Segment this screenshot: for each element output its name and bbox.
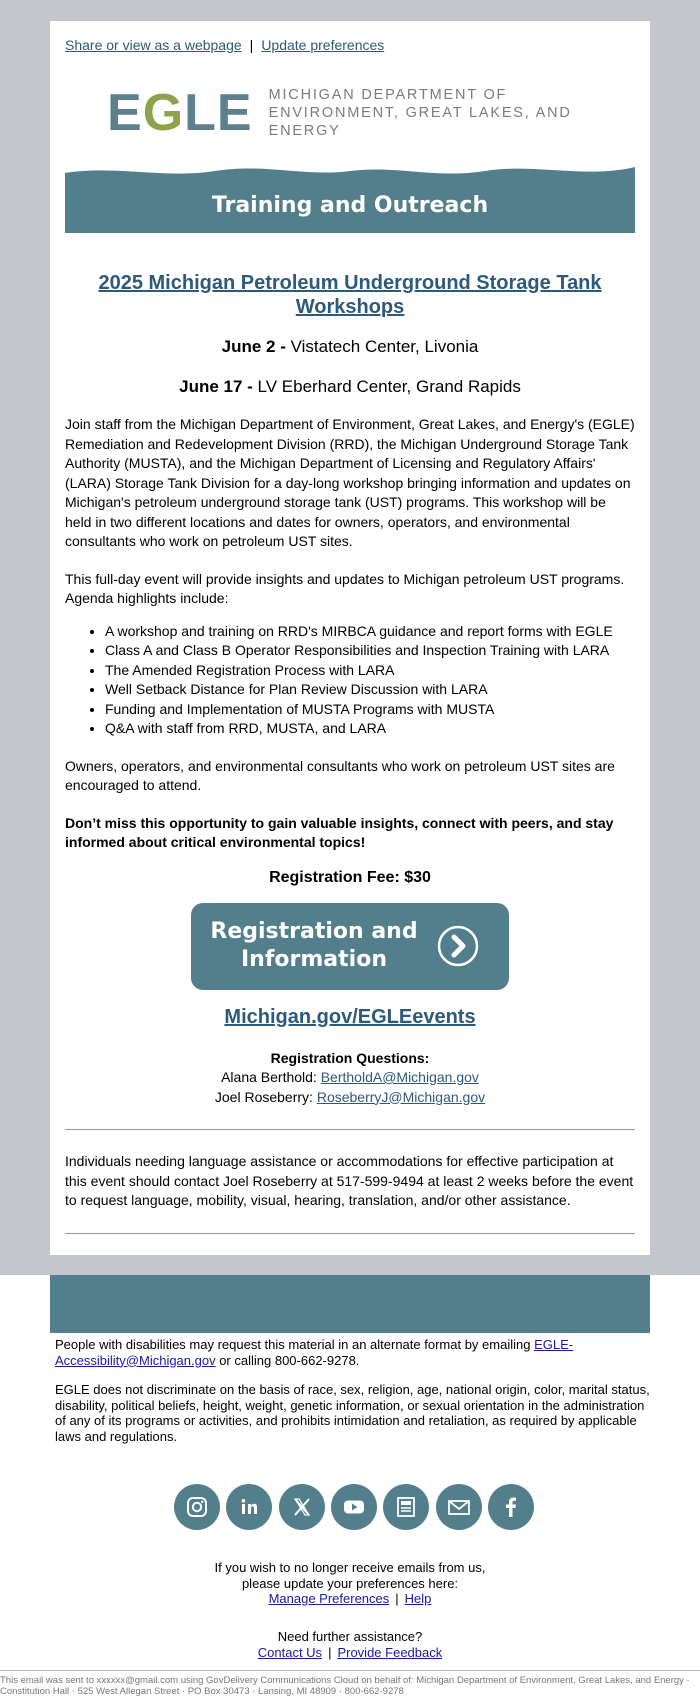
contact-us-link[interactable]: Contact Us <box>257 1644 323 1660</box>
manage-preferences-link[interactable]: Manage Preferences <box>268 1591 390 1606</box>
egle-logo <box>107 83 635 143</box>
banner-title: Training and Outreach <box>211 193 489 218</box>
registration-questions <box>65 1049 635 1108</box>
email-card <box>50 21 650 1255</box>
events-site-link-wrap <box>65 1006 635 1029</box>
contact-2-email-link[interactable]: RoseberryJ@Michigan.gov <box>316 1088 486 1105</box>
list-item: • Class A and Class B Operator Responsibilities and Inspection Training with LARA <box>105 641 635 661</box>
training-banner <box>65 163 635 233</box>
divider <box>65 1129 635 1130</box>
date-line-2: June 17 - LV Eberhard Center, Grand Rapids <box>179 377 521 396</box>
registration-button-label: Registration and Information <box>210 919 418 972</box>
questions-heading: Registration Questions: <box>270 1049 430 1066</box>
unsubscribe-block: If you wish to no longer receive emails from us, please update your preferences here: Manage Preferences | Help <box>214 1560 486 1606</box>
contact-1: Alana Berthold: BertholdA@Michigan.gov <box>221 1069 479 1085</box>
link-separator: | <box>249 37 254 53</box>
date-line-1: June 2 - Vistatech Center, Livonia <box>221 337 479 356</box>
email-icon[interactable] <box>436 1484 482 1530</box>
legal-notice <box>55 1337 655 1458</box>
contact-2: Joel Roseberry: RoseberryJ@Michigan.gov <box>214 1088 486 1105</box>
event-title-link[interactable]: 2025 Michigan Petroleum Underground Storage Tank Workshops <box>98 272 602 318</box>
wave-decoration <box>65 163 635 185</box>
update-preferences-link[interactable]: Update preferences <box>261 37 385 53</box>
social-icons <box>174 1484 534 1530</box>
linkedin-icon[interactable] <box>226 1484 272 1530</box>
accommodation-paragraph: Individuals needing language assistance or accommodations for effective participation at this event should contact Joel Roseberry at 517-599-9494 at least 2 weeks before the event to request language, mobility, visual, hearing, translation, and/or other assistance. <box>65 1153 634 1208</box>
egle-wordmark: EGLE <box>107 84 253 142</box>
delivery-note: This email was sent to xxxxxx@gmail.com using GovDelivery Communications Cloud on behalf of: Michigan Department of Environment, Great Lakes, and Energy · Constitution Hall · 525 West Allegan Street · PO Box 30473 · Lansing, MI 48909 · 800-662-9278 <box>0 1675 690 1697</box>
youtube-icon[interactable] <box>331 1484 377 1530</box>
audience-paragraph: Owners, operators, and environmental consultants who work on petroleum UST sites are encouraged to attend. <box>65 757 615 793</box>
arrow-right-icon <box>437 925 479 967</box>
facebook-icon[interactable] <box>488 1484 534 1530</box>
intro-paragraph: Join staff from the Michigan Department of Environment, Great Lakes, and Energy's (EGLE) Remediation and Redevelopment Division (RRD), the Michigan Underground Storage Tank Authority (MUSTA), and the Michigan Department of Licensing and Regulatory Affairs' (LARA) Storage Tank Division for a day-long workshop bringing information and updates on Michigan's petroleum underground storage tank (UST) programs. This workshop will be held in two different locations and dates for owners, operators, and environmental consultants who work on petroleum UST sites. <box>65 416 635 549</box>
registration-button[interactable] <box>191 903 509 990</box>
list-item: • Well Setback Distance for Plan Review Discussion with LARA <box>105 680 635 700</box>
top-links <box>65 37 635 53</box>
list-item: • Funding and Implementation of MUSTA Programs with MUSTA <box>105 700 635 720</box>
list-item: • Q&A with staff from RRD, MUSTA, and LARA <box>105 719 635 739</box>
agenda-intro: This full-day event will provide insights and updates to Michigan petroleum UST programs. Agenda highlights include: <box>65 570 625 606</box>
footer-band <box>50 1275 650 1333</box>
cta-paragraph: Don’t miss this opportunity to gain valuable insights, connect with peers, and stay informed about critical environmental topics! <box>65 814 614 850</box>
newsletter-icon[interactable] <box>383 1484 429 1530</box>
instagram-icon[interactable] <box>174 1484 220 1530</box>
provide-feedback-link[interactable]: Provide Feedback <box>337 1644 443 1660</box>
divider <box>65 1233 635 1234</box>
share-webpage-link[interactable]: Share or view as a webpage <box>65 37 242 53</box>
list-item: • The Amended Registration Process with LARA <box>105 661 635 681</box>
accessibility-note: People with disabilities may request this material in an alternate format by emailing EGLE-Accessibility@Michigan.gov or calling 800-662-9278. <box>55 1337 574 1368</box>
help-link[interactable]: Help <box>404 1591 432 1606</box>
department-name: MICHIGAN DEPARTMENT OF ENVIRONMENT, GREAT LAKES, AND ENERGY <box>268 87 572 139</box>
x-icon[interactable] <box>279 1484 325 1530</box>
event-title <box>85 271 615 319</box>
footer-divider <box>0 1670 700 1671</box>
agenda-list <box>65 622 635 739</box>
list-item: • A workshop and training on RRD's MIRBCA guidance and report forms with EGLE <box>105 622 635 642</box>
contact-1-email-link[interactable]: BertholdA@Michigan.gov <box>320 1069 479 1085</box>
nondiscrimination-note: EGLE does not discriminate on the basis of race, sex, religion, age, national origin, color, marital status, disability, political beliefs, height, weight, genetic information, or sexual orientation in the administration of any of its programs or activities, and prohibits intimidation and retaliation, as required by applicable laws and regulations. <box>55 1382 650 1444</box>
events-site-link[interactable]: Michigan.gov/EGLEevents <box>224 1005 476 1028</box>
registration-fee: Registration Fee: $30 <box>269 868 431 886</box>
assistance-block: Need further assistance? Contact Us | Provide Feedback <box>257 1629 443 1660</box>
accessibility-email-link[interactable]: EGLE-Accessibility@Michigan.gov <box>55 1337 574 1368</box>
